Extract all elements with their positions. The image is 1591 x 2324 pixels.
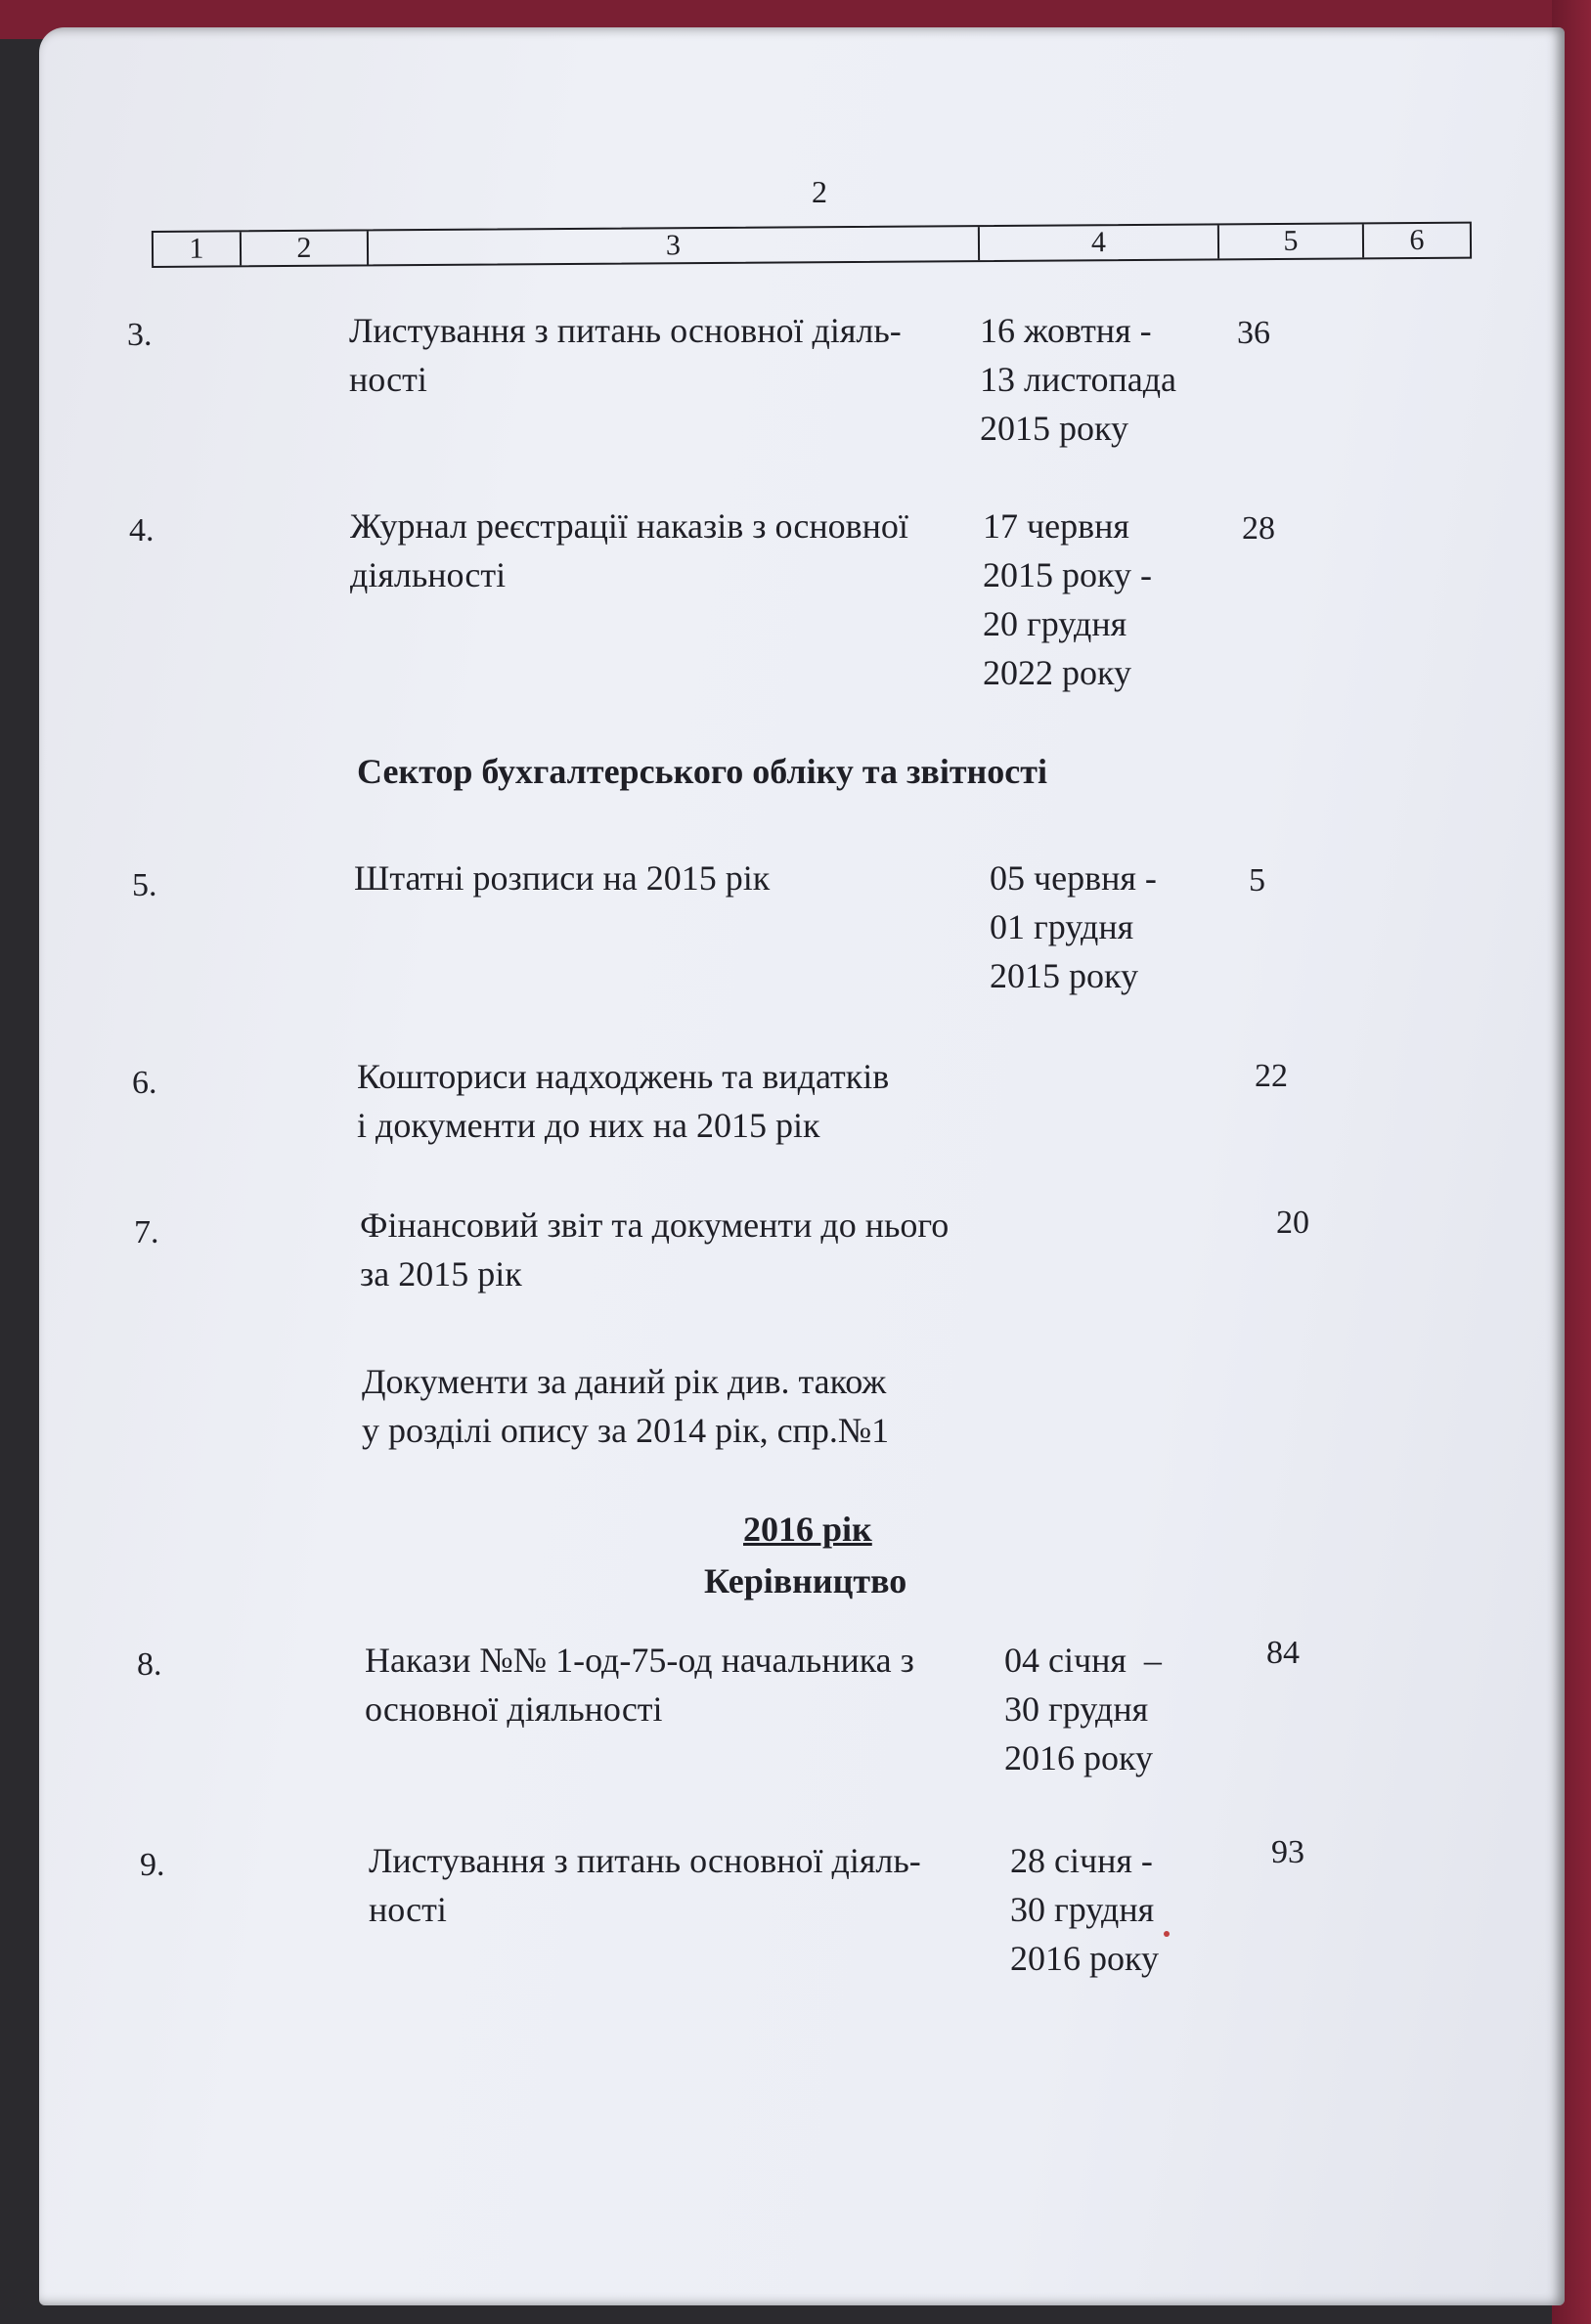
- entry-title-line: Штатні розписи на 2015 рік: [354, 858, 771, 898]
- entry-date-line: 2016 року: [1004, 1738, 1153, 1777]
- ink-spot: [1164, 1931, 1170, 1937]
- entry-title-line: Фінансовий звіт та документи до нього: [360, 1206, 950, 1245]
- entry-date-line: 2016 року: [1010, 1939, 1159, 1978]
- entry-date-line: 2015 року: [990, 956, 1138, 995]
- column-number: 4: [980, 225, 1219, 260]
- entry-date-line: 2015 року: [980, 409, 1128, 448]
- entry-title-line: Накази №№ 1-од-75-од начальника з: [365, 1641, 914, 1680]
- entry-number: 3.: [127, 317, 153, 353]
- document-page: [39, 27, 1565, 2305]
- entry-number: 5.: [132, 867, 157, 903]
- section-heading: Сектор бухгалтерського обліку та звітності: [357, 752, 1047, 791]
- entry-date-line: 04 січня –: [1004, 1641, 1162, 1680]
- column-number: 1: [154, 232, 242, 266]
- entry-title-line: діяльності: [350, 555, 507, 594]
- year-heading: 2016 рік: [743, 1510, 872, 1549]
- entry-date-line: 30 грудня: [1010, 1890, 1155, 1929]
- entry-sheet-count: 22: [1255, 1058, 1288, 1094]
- entry-title-line: основної діяльності: [365, 1689, 663, 1729]
- entry-date-line: 17 червня: [983, 506, 1129, 546]
- entry-sheet-count: 20: [1276, 1205, 1309, 1241]
- entry-number: 9.: [140, 1847, 165, 1883]
- entry-sheet-count: 5: [1249, 862, 1265, 899]
- note-line: у розділі опису за 2014 рік, спр.№1: [362, 1411, 890, 1450]
- entry-date-line: 30 грудня: [1004, 1689, 1149, 1729]
- entry-date-line: 28 січня -: [1010, 1841, 1153, 1880]
- column-number: 3: [369, 227, 980, 264]
- entry-date-line: 01 грудня: [990, 907, 1134, 946]
- column-number: 5: [1219, 224, 1364, 258]
- entry-title-line: Кошториси надходжень та видатків: [357, 1057, 890, 1096]
- entry-date-line: 13 листопада: [980, 360, 1177, 399]
- column-number: 6: [1409, 223, 1425, 257]
- entry-title-line: і документи до них на 2015 рік: [357, 1106, 820, 1145]
- page-number: 2: [812, 174, 827, 209]
- entry-date-line: 2022 року: [983, 653, 1131, 692]
- column-number: 2: [242, 231, 369, 265]
- entry-number: 7.: [134, 1214, 159, 1250]
- entry-title-line: за 2015 рік: [360, 1254, 522, 1294]
- entry-title-line: Листування з питань основної діяль-: [369, 1841, 921, 1880]
- entry-date-line: 05 червня -: [990, 858, 1157, 898]
- entry-title-line: ності: [369, 1890, 447, 1929]
- entry-number: 8.: [137, 1646, 162, 1683]
- entry-sheet-count: 93: [1271, 1834, 1304, 1870]
- entry-title-line: Журнал реєстрації наказів з основної: [350, 506, 908, 546]
- entry-date-line: 20 грудня: [983, 604, 1127, 643]
- section-heading: Керівництво: [704, 1561, 907, 1600]
- note-line: Документи за даний рік див. також: [362, 1362, 887, 1401]
- entry-sheet-count: 36: [1237, 315, 1270, 351]
- entry-date-line: 2015 року -: [983, 555, 1152, 594]
- entry-sheet-count: 84: [1266, 1635, 1300, 1671]
- entry-number: 4.: [129, 512, 155, 548]
- entry-date-line: 16 жовтня -: [980, 311, 1152, 350]
- entry-sheet-count: 28: [1242, 510, 1275, 547]
- entry-title-line: Листування з питань основної діяль-: [349, 311, 902, 350]
- entry-title-line: ності: [349, 360, 427, 399]
- entry-number: 6.: [132, 1065, 157, 1101]
- column-number-row: [152, 222, 1472, 268]
